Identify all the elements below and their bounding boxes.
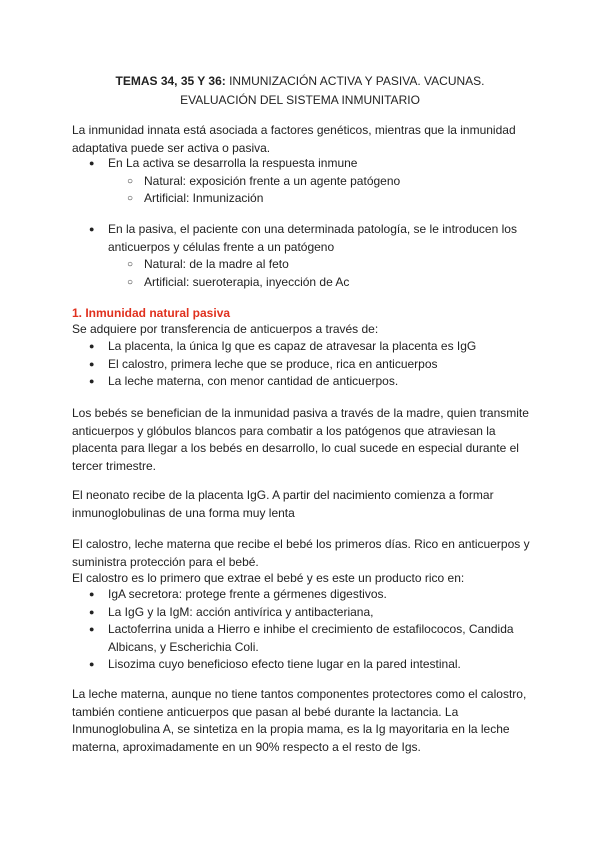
title-bold: TEMAS 34, 35 Y 36: xyxy=(115,74,226,88)
document-title xyxy=(72,72,528,110)
transfer-item-calostro: ● El calostro, primera leche que se produce, rica en anticuerpos xyxy=(72,356,532,374)
active-item: ● En La activa se desarrolla la respuesta inmune xyxy=(72,155,532,173)
calostro-list xyxy=(72,586,532,674)
passive-item: ● En la pasiva, el paciente con una determinada patología, se le introducen los anticuerpos y células frente a un patógeno xyxy=(72,221,532,256)
title-line2: EVALUACIÓN DEL SISTEMA INMUNITARIO xyxy=(180,93,420,107)
active-artificial-item: ○ Artificial: Inmunización xyxy=(72,190,532,208)
calostro-item-lisozima: ● Lisozima cuyo beneficioso efecto tiene lugar en la pared intestinal. xyxy=(72,656,532,674)
passive-artificial-item: ○ Artificial: sueroterapia, inyección de Ac xyxy=(72,274,532,292)
passive-natural-item: ○ Natural: de la madre al feto xyxy=(72,256,532,274)
intro-passive-list xyxy=(72,221,532,291)
transfer-item-placenta: ● La placenta, la única Ig que es capaz de atravesar la placenta es IgG xyxy=(72,338,532,356)
paragraph-calostro: El calostro, leche materna que recibe el bebé los primeros días. Rico en anticuerpos y suministra protección para el bebé. xyxy=(72,537,530,569)
section1-lead: Se adquiere por transferencia de anticuerpos a través de: xyxy=(72,322,379,336)
calostro-item-lactoferrina: ● Lactoferrina unida a Hierro e inhibe el crecimiento de estafilococos, Candida Albicans, y Escherichia Coli. xyxy=(72,621,532,656)
transfer-item-leche: ● La leche materna, con menor cantidad de anticuerpos. xyxy=(72,373,532,391)
paragraph-bebes: Los bebés se benefician de la inmunidad pasiva a través de la madre, quien transmite anticuerpos y glóbulos blancos para combatir a los patógenos que atraviesan la placenta para llegar a los bebés en desarrollo, lo cual sucede en especial durante el tercer trimestre. xyxy=(72,406,529,473)
intro-active-list xyxy=(72,155,532,208)
section1-heading: 1. Inmunidad natural pasiva xyxy=(72,306,231,320)
intro-paragraph: La inmunidad innata está asociada a factores genéticos, mientras que la inmunidad adaptativa puede ser activa o pasiva. xyxy=(72,123,516,155)
title-rest: INMUNIZACIÓN ACTIVA Y PASIVA. VACUNAS. xyxy=(225,74,485,88)
calostro-item-iga: ● IgA secretora: protege frente a gérmenes digestivos. xyxy=(72,586,532,604)
paragraph-neonato: El neonato recibe de la placenta IgG. A partir del nacimiento comienza a formar inmunoglobulinas de una forma muy lenta xyxy=(72,488,494,520)
transfer-list xyxy=(72,338,532,391)
paragraph-leche-materna: La leche materna, aunque no tiene tantos componentes protectores como el calostro, también contiene anticuerpos que pasan al bebé durante la lactancia. La Inmunoglobulina A, se sintetiza en la propia mama, es la Ig mayoritaria en la leche materna, aproximadamente en un 90% respecto a el resto de Igs. xyxy=(72,687,527,754)
calostro-item-igg: ● La IgG y la IgM: acción antivírica y antibacteriana, xyxy=(72,604,532,622)
active-natural-item: ○ Natural: exposición frente a un agente patógeno xyxy=(72,173,532,191)
paragraph-calostro-rico: El calostro es lo primero que extrae el bebé y es este un producto rico en: xyxy=(72,571,465,585)
